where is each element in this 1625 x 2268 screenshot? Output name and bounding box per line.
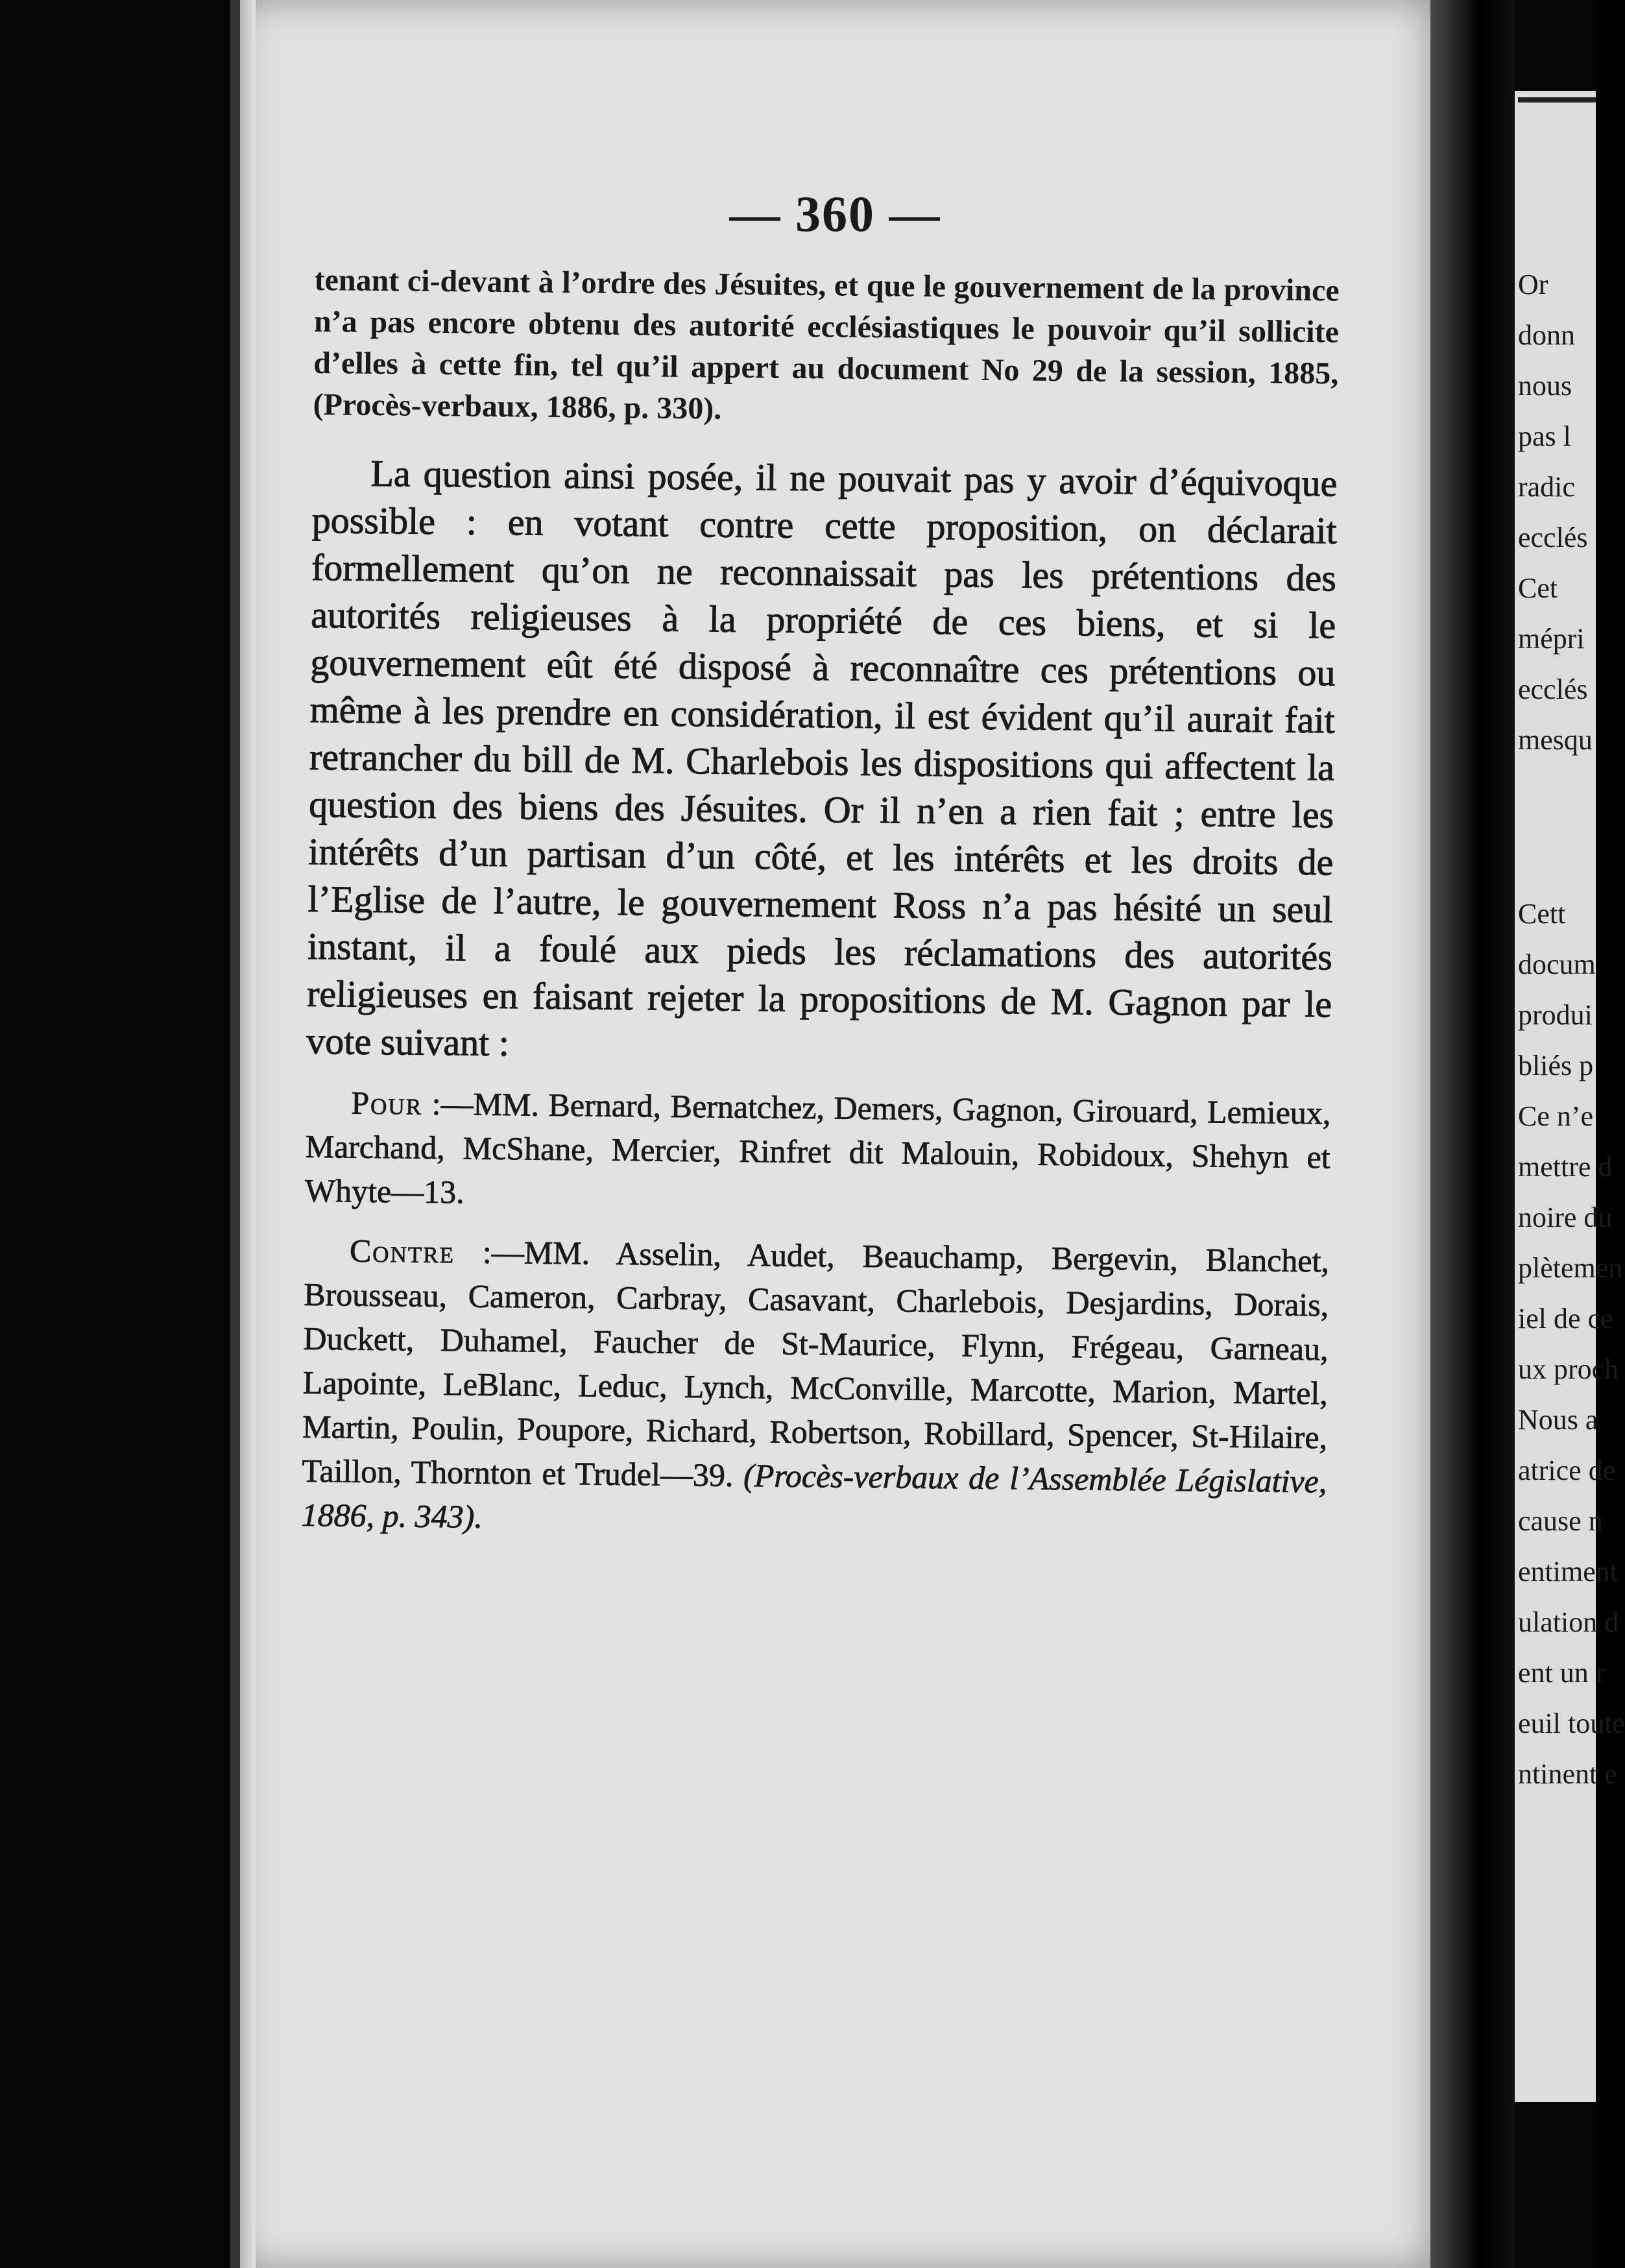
adjacent-line: Cett <box>1518 898 1566 930</box>
vote-contre-text: :—MM. Asselin, Audet, Beauchamp, Bergevin, Blanchet, Brousseau, Cameron, Carbray, Casavant, Charlebois, Desjardins, Dorais, Duckett, Duhamel, Faucher de St-Maurice, Flynn, Frégeau, Garneau, Lapointe, LeBlanc, Leduc, Lynch, McConville, Marcotte, Marion, Martel, Martin, Poulin, Poupore, Richard, Robertson, Robillard, Spencer, St-Hilaire, Taillon, Thornton et Trudel—39. <box>302 1233 1330 1493</box>
binding-gutter <box>1430 0 1515 2268</box>
adjacent-line: radic <box>1518 471 1575 503</box>
adjacent-line: mettre d <box>1518 1151 1613 1183</box>
vote-pour-text: :—MM. Bernard, Bernatchez, Demers, Gagnon, Girouard, Lemieux, Marchand, McShane, Mercier, Rinfret dit Malouin, Robidoux, Shehyn et Whyte—13. <box>304 1085 1331 1211</box>
adjacent-line: ecclés <box>1518 673 1588 705</box>
adjacent-line: pas l <box>1518 420 1571 452</box>
adjacent-line: donn <box>1518 319 1575 351</box>
adjacent-line: plètemen <box>1518 1252 1623 1284</box>
paragraph-1: tenant ci-devant à l’ordre des Jésuites, et que le gouvernement de la province n’a pas encore obtenu des autorité ecclésiastiques le pouvoir qu’il sollicite d’elles à cette fin, tel qu’il appert au document No 29 de la session, 1885, (Procès-verbaux, 1886, p. 330). <box>313 262 1340 426</box>
adjacent-line: ulation d <box>1518 1606 1619 1638</box>
adjacent-line: atrice de <box>1518 1454 1616 1486</box>
adjacent-line: mépri <box>1518 623 1585 655</box>
adjacent-line: ux proch <box>1518 1353 1619 1385</box>
book-page <box>240 0 1430 2268</box>
adjacent-line: bliés p <box>1518 1050 1594 1081</box>
vote-contre <box>301 1228 1329 1548</box>
adjacent-line: Nous a <box>1518 1404 1598 1436</box>
page-number: — 360 — <box>729 186 941 242</box>
adjacent-line: docum <box>1518 948 1596 980</box>
page-text <box>301 259 1340 1547</box>
adjacent-gap <box>1518 766 1596 889</box>
vote-contre-citation: (Procès-verbaux de l’Assemblée Législative, 1886, p. 343). <box>301 1457 1327 1535</box>
page-edge <box>240 0 256 2268</box>
page-left-shadow <box>230 0 240 2268</box>
adjacent-line: ntinent e <box>1518 1758 1617 1790</box>
adjacent-line: noire du <box>1518 1201 1613 1233</box>
adjacent-line: cause n <box>1518 1505 1603 1537</box>
vote-pour <box>305 1080 1331 1224</box>
adjacent-line: mesqu <box>1518 724 1593 756</box>
adjacent-line: nous <box>1518 370 1572 402</box>
adjacent-page-text <box>1518 259 1625 1800</box>
adjacent-line: ent un r <box>1518 1657 1606 1689</box>
adjacent-line: ecclés <box>1518 522 1588 553</box>
adjacent-line: iel de ce <box>1518 1303 1613 1334</box>
vote-pour-label: Pour <box>351 1084 423 1122</box>
adjacent-line: euil toute <box>1518 1707 1625 1739</box>
adjacent-line: produi <box>1518 999 1593 1031</box>
vote-contre-label: Contre <box>349 1232 455 1270</box>
adjacent-line: Or <box>1518 269 1548 300</box>
adjacent-line: Cet <box>1518 572 1558 604</box>
paragraph-2: La question ainsi posée, il ne pouvait pas y avoir d’équivoque possible : en votant contre cette proposition, on déclarait formellement qu’on ne reconnaissait pas les prétentions des autorités religieuses à la propriété de ces biens, et si le gouvernement eût été disposé à reconnaître ces prétentions ou même à les prendre en considération, il est évident qu’il aurait fait retrancher du bill de M. Charlebois les dispositions qui affectent la question des biens des Jésuites. Or il n’en a rien fait ; entre les intérêts d’un partisan d’un côté, et les intérêts et les droits de l’Eglise de l’autre, le gouvernement Ross n’a pas hésité un seul instant, il a foulé aux pieds les réclamations des autorités religieuses en faisant rejeter la propositions de M. Gagnon par le vote suivant : <box>306 452 1338 1065</box>
adjacent-page-rule <box>1518 97 1596 103</box>
adjacent-line: entiment <box>1518 1556 1618 1587</box>
adjacent-line: Ce n’e <box>1518 1100 1594 1132</box>
